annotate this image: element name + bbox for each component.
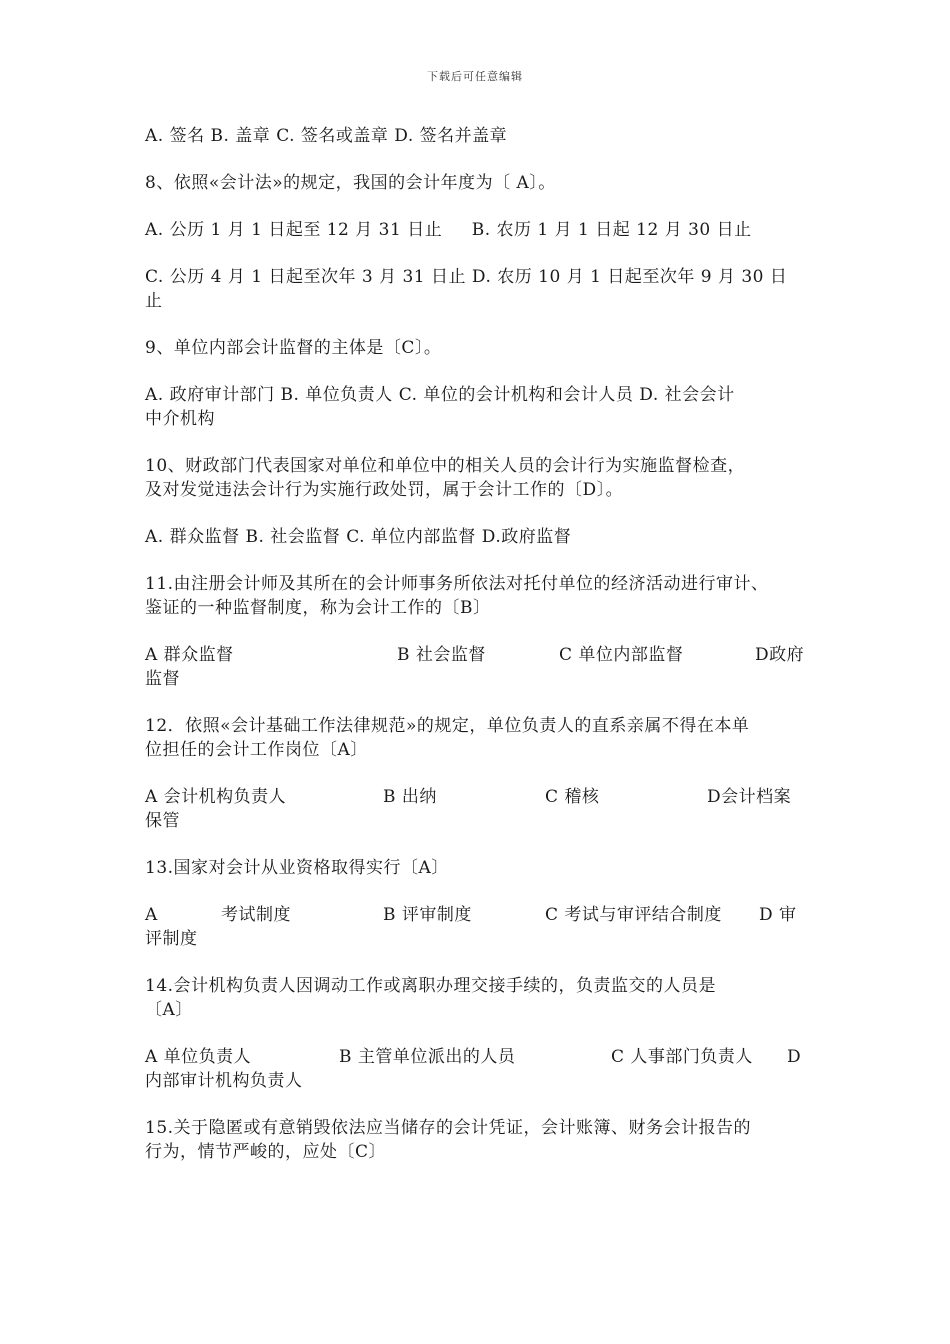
question-12-line2: 位担任的会计工作岗位〔A〕 xyxy=(145,740,368,760)
question-15 xyxy=(145,1116,825,1164)
question-14-line2: 〔A〕 xyxy=(145,1000,193,1020)
q11-option-b: B 社会监督 xyxy=(397,645,486,665)
q11-option-d: D政府 xyxy=(755,645,805,665)
q13-option-d: D 审 xyxy=(759,905,797,925)
q13-option-c: C 考试与审评结合制度 xyxy=(545,905,722,925)
question-11 xyxy=(145,572,825,620)
q11-option-c: C 单位内部监督 xyxy=(559,645,684,665)
q14-options-line1 xyxy=(145,1045,825,1069)
question-10-line2: 及对发觉违法会计行为实施行政处罚，属于会计工作的〔D〕。 xyxy=(145,480,624,500)
q11-options-line2: 监督 xyxy=(145,669,180,689)
q9-options-line1: A. 政府审计部门 B. 单位负责人 C. 单位的会计机构和会计人员 D. 社会会计 xyxy=(145,385,735,405)
q10-options: A. 群众监督 B. 社会监督 C. 单位内部监督 D.政府监督 xyxy=(145,527,572,547)
q9-options-line2: 中介机构 xyxy=(145,409,215,429)
question-12 xyxy=(145,714,825,762)
q14-options xyxy=(145,1045,825,1093)
q13-options-line1 xyxy=(145,903,825,927)
question-11-line1: 11.由注册会计师及其所在的会计师事务所依法对托付单位的经济活动进行审计、 xyxy=(145,574,769,594)
question-9: 9、单位内部会计监督的主体是〔C〕。 xyxy=(145,338,442,358)
q12-options-line1 xyxy=(145,785,825,809)
q11-option-a: A 群众监督 xyxy=(145,645,234,665)
question-11-line2: 鉴证的一种监督制度，称为会计工作的〔B〕 xyxy=(145,598,491,618)
question-12-line1: 12．依照«会计基础工作法律规范»的规定，单位负责人的直系亲属不得在本单 xyxy=(145,716,750,736)
page-header: 下载后可任意编辑 xyxy=(427,70,523,83)
question-15-line2: 行为，情节严峻的，应处〔C〕 xyxy=(145,1142,387,1162)
q9-options xyxy=(145,383,825,431)
q14-option-a: A 单位负责人 xyxy=(145,1047,252,1067)
q8-options-cd-line2: 止 xyxy=(145,291,163,311)
question-13: 13.国家对会计从业资格取得实行〔A〕 xyxy=(145,858,449,878)
q14-options-line2: 内部审计机构负责人 xyxy=(145,1071,303,1091)
q12-option-d: D会计档案 xyxy=(707,787,792,807)
q13-option-a-letter: A xyxy=(145,905,158,925)
q13-options-line2: 评制度 xyxy=(145,929,198,949)
q14-option-c: C 人事部门负责人 xyxy=(611,1047,753,1067)
q12-option-b: B 出纳 xyxy=(383,787,437,807)
question-15-line1: 15.关于隐匿或有意销毁依法应当储存的会计凭证，会计账簿、财务会计报告的 xyxy=(145,1118,752,1138)
q13-option-b: B 评审制度 xyxy=(383,905,472,925)
q12-options xyxy=(145,785,825,833)
q14-option-d: D xyxy=(787,1047,802,1067)
question-10 xyxy=(145,454,825,502)
q12-option-a: A 会计机构负责人 xyxy=(145,787,287,807)
q13-option-a: 考试制度 xyxy=(221,905,291,925)
q8-options-ab: A. 公历 1 月 1 日起至 12 月 31 日止 B. 农历 1 月 1 日起 12 月 30 日止 xyxy=(145,220,752,240)
question-14 xyxy=(145,974,825,1022)
q8-options-cd xyxy=(145,265,825,313)
q14-option-b: B 主管单位派出的人员 xyxy=(339,1047,516,1067)
q8-options-cd-line1: C. 公历 4 月 1 日起至次年 3 月 31 日止 D. 农历 10 月 1 日起至次年 9 月 30 日 xyxy=(145,267,788,287)
question-10-line1: 10、财政部门代表国家对单位和单位中的相关人员的会计行为实施监督检查， xyxy=(145,456,746,476)
q11-options-line1 xyxy=(145,643,825,667)
q7-options: A. 签名 B. 盖章 C. 签名或盖章 D. 签名并盖章 xyxy=(145,126,508,146)
q12-options-line2: 保管 xyxy=(145,811,180,831)
q13-options xyxy=(145,903,825,951)
document-body xyxy=(145,124,825,1187)
q11-options xyxy=(145,643,825,691)
q12-option-c: C 稽核 xyxy=(545,787,600,807)
question-8: 8、依照«会计法»的规定，我国的会计年度为〔 A〕。 xyxy=(145,173,556,193)
question-14-line1: 14.会计机构负责人因调动工作或离职办理交接手续的，负责监交的人员是 xyxy=(145,976,717,996)
